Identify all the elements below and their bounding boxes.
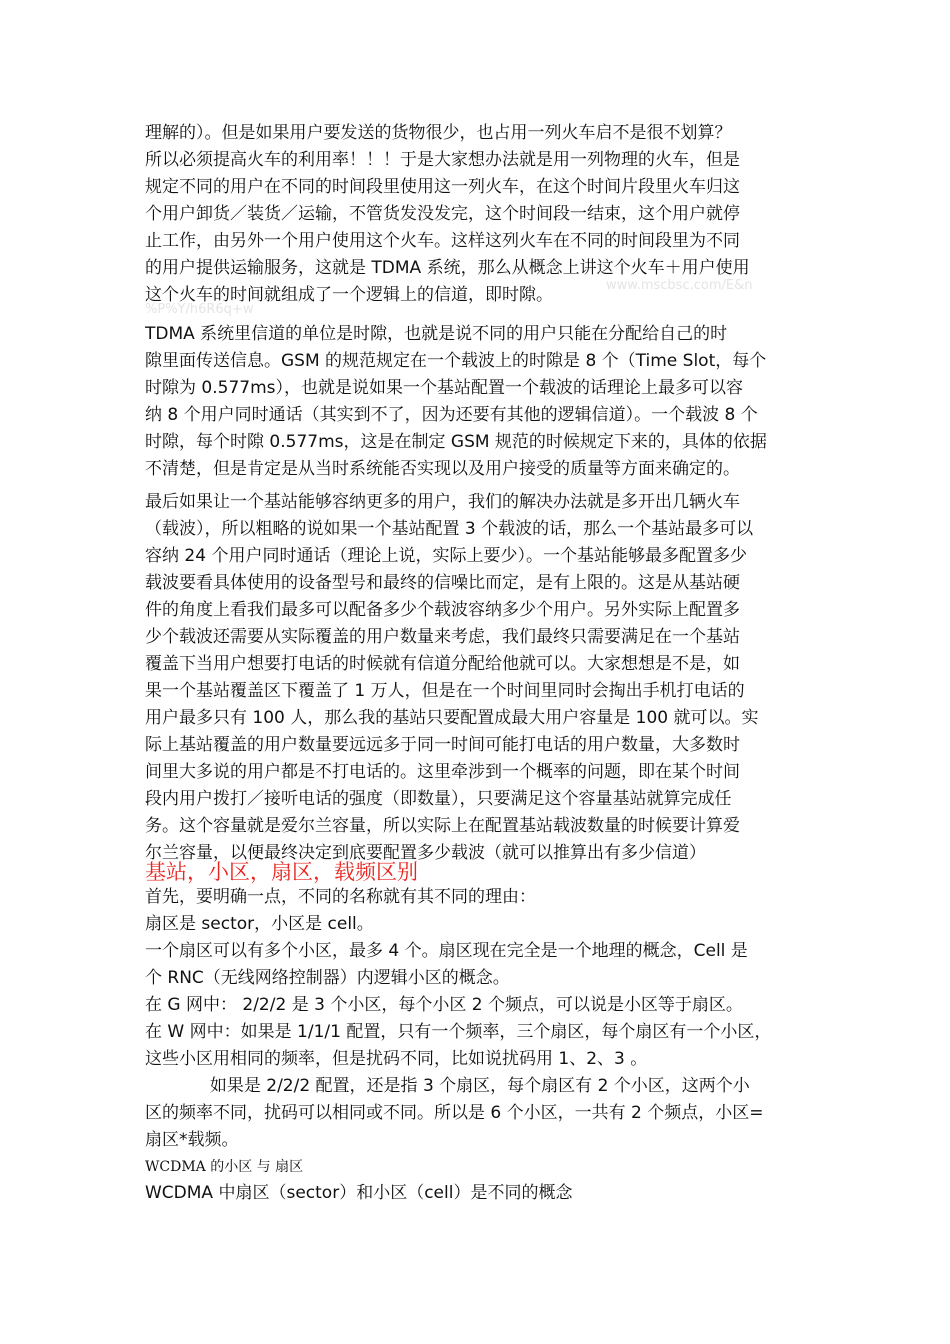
text-line: 扇区是 sector，小区是 cell。 xyxy=(145,914,374,934)
text-line: 的用户提供运输服务，这就是 TDMA 系统，那么从概念上讲这个火车＋用户使用 xyxy=(145,258,750,278)
watermark-line-1: www.mscbsc.com/E&n xyxy=(606,278,753,293)
text-line: 止工作，由另外一个用户使用这个火车。这样这列火车在不同的时间段里为不同 xyxy=(145,231,740,251)
text-line: 时隙为 0.577ms），也就是说如果一个基站配置一个载波的话理论上最多可以容 xyxy=(145,378,743,398)
text-line: 最后如果让一个基站能够容纳更多的用户，我们的解决办法就是多开出几辆火车 xyxy=(145,492,740,512)
text-line: 区的频率不同，扰码可以相同或不同。所以是 6 个小区，一共有 2 个频点，小区= xyxy=(145,1103,764,1123)
paragraph-timeslot xyxy=(145,321,810,483)
text-line: 载波要看具体使用的设备型号和最终的信噪比而定，是有上限的。这是从基站硬 xyxy=(145,573,740,593)
text-line: 个 RNC（无线网络控制器）内逻辑小区的概念。 xyxy=(145,968,510,988)
text-line: 一个扇区可以有多个小区，最多 4 个。扇区现在完全是一个地理的概念，Cell 是 xyxy=(145,941,748,961)
text-line: 果一个基站覆盖区下覆盖了 1 万人，但是在一个时间里同时会掏出手机打电话的 xyxy=(145,681,745,701)
text-line: 少个载波还需要从实际覆盖的用户数量来考虑，我们最终只需要满足在一个基站 xyxy=(145,627,740,647)
text-line: 首先，要明确一点，不同的名称就有其不同的理由： xyxy=(145,887,536,907)
text-line: 理解的）。但是如果用户要发送的货物很少，也占用一列火车启不是很不划算？ xyxy=(145,123,732,143)
text-line: 务。这个容量就是爱尔兰容量，所以实际上在配置基站载波数量的时候要计算爱 xyxy=(145,816,740,836)
text-line: 件的角度上看我们最多可以配备多少个载波容纳多少个用户。另外实际上配置多 xyxy=(145,600,740,620)
text-line: 规定不同的用户在不同的时间段里使用这一列火车，在这个时间片段里火车归这 xyxy=(145,177,740,197)
text-line: 容纳 24 个用户同时通话（理论上说，实际上要少）。一个基站能够最多配置多少 xyxy=(145,546,747,566)
text-line: 用户最多只有 100 人，那么我的基站只要配置成最大用户容量是 100 就可以。实 xyxy=(145,708,759,728)
text-line: 这个火车的时间就组成了一个逻辑上的信道，即时隙。 xyxy=(145,285,553,305)
section-heading: 基站，小区，扇区，载频区别 xyxy=(145,860,418,884)
text-line: 所以必须提高火车的利用率！！！于是大家想办法就是用一列物理的火车，但是 xyxy=(145,150,740,170)
text-line: 间里大多说的用户都是不打电话的。这里牵涉到一个概率的问题，即在某个时间 xyxy=(145,762,740,782)
text-line: 扇区*载频。 xyxy=(145,1130,239,1150)
text-line: 在 G 网中： 2/2/2 是 3 个小区，每个小区 2 个频点，可以说是小区等于扇区。 xyxy=(145,995,743,1015)
paragraph-cell-sector xyxy=(145,884,810,1154)
paragraph-wcdma xyxy=(145,1180,810,1207)
text-line: TDMA 系统里信道的单位是时隙，也就是说不同的用户只能在分配给自己的时 xyxy=(145,324,728,344)
text-line: WCDMA 中扇区（sector）和小区（cell）是不同的概念 xyxy=(145,1183,573,1203)
text-line: （载波），所以粗略的说如果一个基站配置 3 个载波的话，那么一个基站最多可以 xyxy=(145,519,754,539)
text-line: 纳 8 个用户同时通话（其实到不了，因为还要有其他的逻辑信道）。一个载波 8 个 xyxy=(145,405,758,425)
subsection-title: WCDMA 的小区 与 扇区 xyxy=(145,1159,304,1175)
text-line: 段内用户拨打／接听电话的强度（即数量），只要满足这个容量基站就算完成任 xyxy=(145,789,732,809)
text-line: 际上基站覆盖的用户数量要远远多于同一时间可能打电话的用户数量，大多数时 xyxy=(145,735,740,755)
paragraph-tdma-train xyxy=(145,120,810,309)
paragraph-carrier-capacity xyxy=(145,489,810,867)
text-line: 在 W 网中：如果是 1/1/1 配置，只有一个频率，三个扇区，每个扇区有一个小区， xyxy=(145,1022,772,1042)
text-line: 不清楚，但是肯定是从当时系统能否实现以及用户接受的质量等方面来确定的。 xyxy=(145,459,740,479)
watermark-line-2: %P%Y/h6R6q+w xyxy=(145,302,254,317)
text-line: 时隙，每个时隙 0.577ms，这是在制定 GSM 规范的时候规定下来的，具体的依据 xyxy=(145,432,767,452)
text-line: 个用户卸货／装货／运输，不管货发没发完，这个时间段一结束，这个用户就停 xyxy=(145,204,740,224)
text-line: 尔兰容量，以便最终决定到底要配置多少载波（就可以推算出有多少信道） xyxy=(145,843,706,863)
text-line: 覆盖下当用户想要打电话的时候就有信道分配给他就可以。大家想想是不是，如 xyxy=(145,654,740,674)
text-line: 这些小区用相同的频率，但是扰码不同，比如说扰码用 1、2、3 。 xyxy=(145,1049,648,1069)
text-line: 隙里面传送信息。GSM 的规范规定在一个载波上的时隙是 8 个（Time Slot，每个 xyxy=(145,351,767,371)
text-line: 如果是 2/2/2 配置，还是指 3 个扇区，每个扇区有 2 个小区，这两个小 xyxy=(145,1076,750,1096)
